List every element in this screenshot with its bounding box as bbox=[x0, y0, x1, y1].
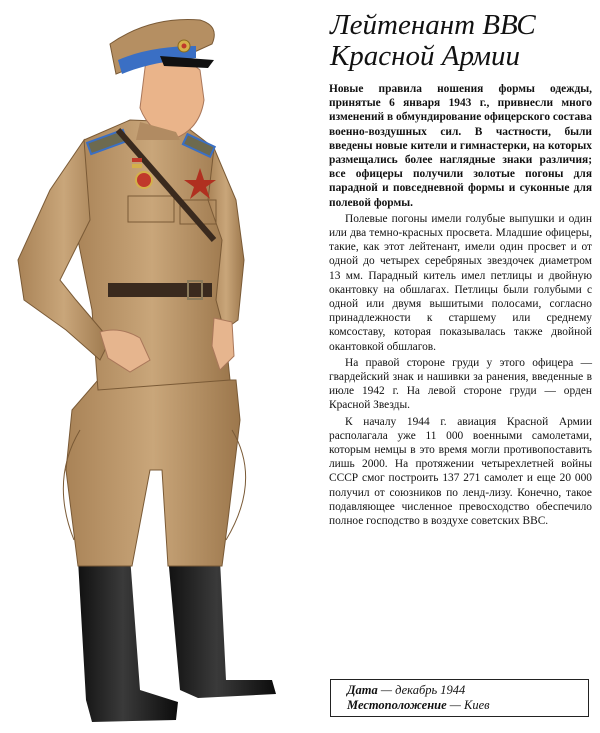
head bbox=[136, 58, 204, 140]
article-text bbox=[329, 82, 592, 530]
boots bbox=[78, 556, 276, 722]
page-title bbox=[330, 10, 592, 72]
date-label: Дата bbox=[347, 683, 378, 697]
location-value: Киев bbox=[464, 698, 490, 712]
paragraph-3: На правой стороне груди у этого офицера — гвардейский знак и нашивки за ранения, введенные в июле 1942 г. На левой стороне груди — орден Красной Звезды. bbox=[329, 356, 592, 412]
paragraph-4: К началу 1944 г. авиация Красной Армии располагала уже 11 000 военными самолетами, которым немцы в это время могли противопоставить лишь 2000. На протяжении четырехлетней войны СССР смог построить 137 271 самолет и еще 20 000 получил от союзников по ленд-лизу. Конечно, такое подавляющее численное превосходство обеспечило полное господство в воздухе советских ВВС. bbox=[329, 415, 592, 528]
location-dash: — bbox=[446, 698, 465, 712]
paragraph-1: Новые правила ношения формы одежды, принятые 6 января 1943 г., привнесли много изменений в обмундирование офицерского состава военно-воздушных сил. В частности, были введены новые кители и гимнастерки, на которых размещались более наглядные знаки различия; все офицеры получили золотые погоны для парадной и повседневной формы и суконные для полевой формы. bbox=[329, 83, 592, 209]
title-line-1: Лейтенант ВВС bbox=[330, 9, 536, 41]
date-dash: — bbox=[377, 683, 396, 697]
info-box bbox=[330, 679, 589, 717]
paragraph-2: Полевые погоны имели голубые выпушки и один или два темно-красных просвета. Младшие офицеры, такие, как этот лейтенант, имели один просвет и от одной до четырех серебряных звездочек диаметром 13 мм. Парадный китель имел петлицы и двойную окантовку на обшлагах. Петлицы были голубыми с одной или двумя вышитыми полосами, согласно принадлежности к старшему или среднему комсоставу, которая показывалась также двойной окантовкой обшлагов. bbox=[329, 212, 592, 353]
breeches bbox=[63, 380, 245, 566]
date-value: декабрь 1944 bbox=[395, 683, 466, 697]
date-line bbox=[347, 683, 588, 698]
location-line bbox=[347, 698, 588, 713]
location-label: Местоположение bbox=[347, 698, 447, 712]
title-line-2: Красной Армии bbox=[330, 40, 521, 72]
